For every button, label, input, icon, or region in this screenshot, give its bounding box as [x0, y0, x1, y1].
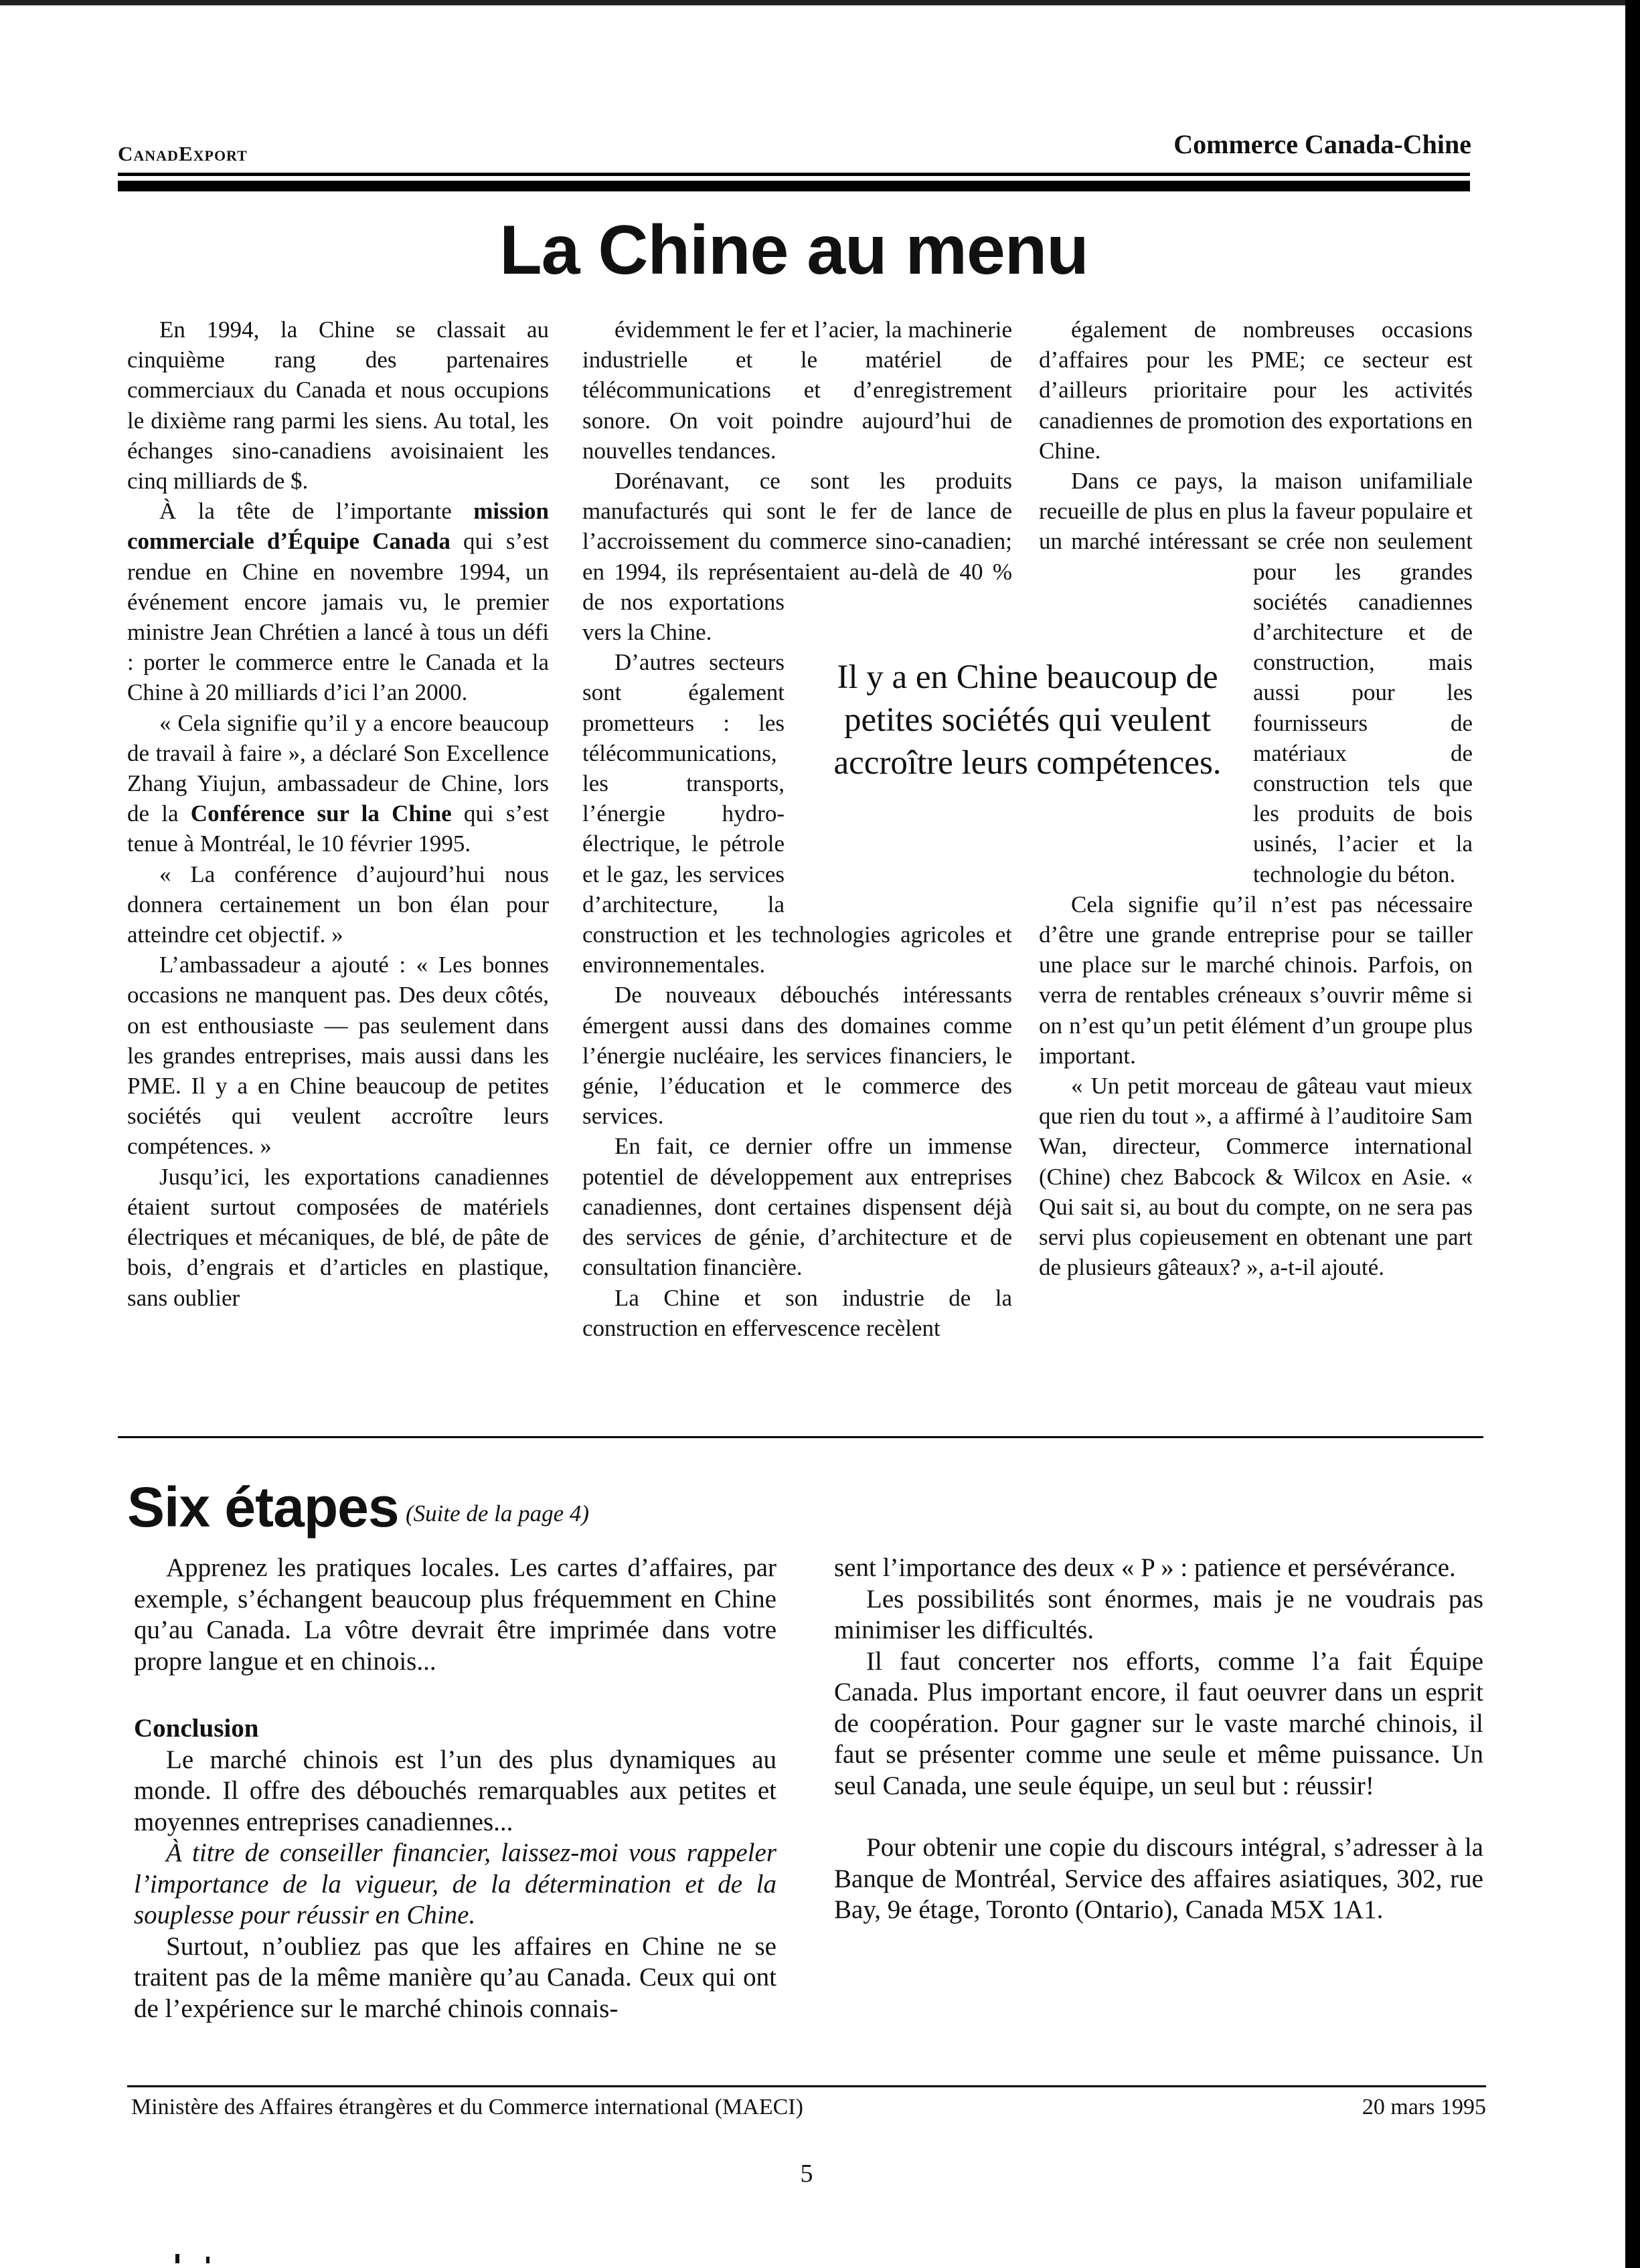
article-headline: La Chine au menu [499, 211, 1088, 289]
paragraph: D’autres secteurs sont également prometteurs : les télécommunications, les transports, l’énergie hydro-électrique, le pétrole et le gaz, les services d’architecture, la construction et les technologies agricoles et environnementales. [582, 649, 1012, 978]
paragraph: Surtout, n’oubliez pas que les affaires en Chine ne se traitent pas de la même manière qu’au Canada. Ceux qui ont de l’expérience sur le marché chinois connais- [134, 1931, 776, 2023]
paragraph: Dans ce pays, la maison unifamiliale recueille de plus en plus la faveur populaire et un marché intéressant se crée non seulement pour les grandes sociétés canadiennes d’architecture et de construction, mais aussi pour les fournisseurs de matériaux de construction tels que les produits de bois usinés, l’acier et la technologie du béton. [1039, 468, 1473, 887]
paragraph: De nouveaux débouchés intéressants émergent aussi dans des domaines comme l’énergie nucléaire, les services financiers, le génie, l’éducation et le commerce des services. [582, 982, 1012, 1130]
bold-phrase: mission commerciale d’Équipe Canada [127, 498, 549, 555]
header-rule-thick [118, 181, 1470, 191]
paragraph: Les possibilités sont énormes, mais je ne voudrais pas minimiser les difficultés. [834, 1584, 1483, 1644]
six-steps-column-1 [134, 1553, 776, 2024]
paragraph: également de nombreuses occasions d’affaires pour les PME; ce secteur est d’ailleurs prioritaire pour les activités canadiennes de promotion des exportations en Chine. [1039, 317, 1473, 464]
paragraph: évidemment le fer et l’acier, la machinerie industrielle et le matériel de télécommunications et d’enregistrement sonore. On voit poindre aujourd’hui de nouvelles tendances. [582, 317, 1012, 464]
paragraph: Jusqu’ici, les exportations canadiennes étaient surtout composées de matériels électriques et mécaniques, de blé, de pâte de bois, d’engrais et d’articles en plastique, sans oublier [127, 1163, 549, 1311]
footer-rule [127, 2085, 1486, 2087]
paragraph: « Un petit morceau de gâteau vaut mieux que rien du tout », a affirmé à l’auditoire Sam Wan, directeur, Commerce international (Chine) chez Babcock & Wilcox en Asie. « Qui sait si, au bout du compte, on ne sera pas servi plus copieusement en obtenant une part de plusieurs gâteaux? », a-t-il ajouté. [1039, 1073, 1473, 1281]
article-column-1 [127, 315, 549, 1313]
italic-paragraph: À titre de conseiller financier, laissez-moi vous rappeler l’importance de la vigueur, de la détermination et de la souplesse pour réussir en Chine. [134, 1838, 776, 1929]
paragraph: Apprenez les pratiques locales. Les cartes d’affaires, par exemple, s’échangent beaucoup plus fréquemment en Chine qu’au Canada. La vôtre devrait être imprimée dans votre propre langue et en chinois... [134, 1553, 776, 1676]
section-title: Commerce Canada-Chine [1173, 129, 1471, 159]
article-column-3 [1039, 315, 1473, 1283]
footer-date: 20 mars 1995 [1362, 2095, 1486, 2119]
paragraph: Dorénavant, ce sont les produits manufacturés qui sont le fer de lance de l’accroissement du commerce sino-canadien; en 1994, ils représentaient au-delà de 40 % de nos exportations vers la Chine. [582, 468, 1012, 646]
scan-speck [175, 2254, 179, 2263]
scan-edge-right [1625, 0, 1640, 2268]
section-heading: Six étapes [127, 1476, 399, 1539]
paragraph: « La conférence d’aujourd’hui nous donnera certainement un bon élan pour atteindre cet objectif. » [127, 861, 549, 948]
paragraph: En fait, ce dernier offre un immense potentiel de développement aux entreprises canadiennes, dont certaines dispensent déjà des services de génie, d’architecture et de consultation financière. [582, 1133, 1012, 1281]
paragraph: En 1994, la Chine se classait au cinquième rang des partenaires commerciaux du Canada et nous occupions le dixième rang parmi les siens. Au total, les échanges sino-canadiens avoisinaient les cinq milliards de $. [127, 317, 549, 495]
contact-paragraph: Pour obtenir une copie du discours intégral, s’adresser à la Banque de Montréal, Service des affaires asiatiques, 302, rue Bay, 9e étage, Toronto (Ontario), Canada M5X 1A1. [834, 1833, 1483, 1924]
paragraph: La Chine et son industrie de la construction en effervescence recèlent [582, 1284, 1012, 1341]
scan-edge-top [0, 0, 1640, 5]
bold-phrase: Conférence sur la Chine [190, 800, 452, 827]
scan-speck [206, 2257, 210, 2263]
paragraph: L’ambassadeur a ajouté : « Les bonnes occasions ne manquent pas. Des deux côtés, on est enthousiaste — pas seulement dans les grandes entreprises, mais aussi dans les PME. Il y a en Chine beaucoup de petites sociétés qui veulent accroître leurs compétences. » [127, 952, 549, 1160]
publication-name: CanadExport [118, 142, 248, 165]
paragraph: « Cela signifie qu’il y a encore beaucoup de travail à faire », a déclaré Son Excellence Zhang Yiujun, ambassadeur de Chine, lors de la Conférence sur la Chine qui s’est tenue à Montréal, le 10 février 1995. [127, 709, 549, 857]
paragraph: Cela signifie qu’il n’est pas nécessaire d’être une grande entreprise pour se tailler une place sur le marché chinois. Parfois, on verra de rentables créneaux s’ouvrir même si on n’est qu’un petit élément d’un groupe plus important. [1039, 891, 1473, 1069]
header-rule-thin [118, 173, 1470, 176]
section-divider [118, 1436, 1483, 1438]
six-steps-column-2 [834, 1553, 1483, 1926]
continued-note: (Suite de la page 4) [406, 1500, 590, 1526]
paragraph: Il faut concerter nos efforts, comme l’a fait Équipe Canada. Plus important encore, il faut oeuvrer dans un esprit de coopération. Pour gagner sur le vaste marché chinois, il faut se présenter comme une seule et même puissance. Un seul Canada, une seule équipe, un seul but : réussir! [834, 1646, 1483, 1800]
footer-ministry: Ministère des Affaires étrangères et du Commerce international (MAECI) [131, 2095, 803, 2119]
paragraph: Le marché chinois est l’un des plus dynamiques au monde. Il offre des débouchés remarquables aux petites et moyennes entreprises canadiennes... [134, 1745, 776, 1836]
page-number: 5 [800, 2160, 813, 2188]
paragraph: À la tête de l’importante mission commerciale d’Équipe Canada qui s’est rendue en Chine en novembre 1994, un événement encore jamais vu, le premier ministre Jean Chrétien a lancé à tous un défi : porter le commerce entre le Canada et la Chine à 20 milliards d’ici l’an 2000. [127, 498, 549, 706]
conclusion-heading: Conclusion [134, 1714, 259, 1743]
paragraph: sent l’importance des deux « P » : patience et persévérance. [834, 1553, 1456, 1582]
pullquote: Il y a en Chine beaucoup de petites sociétés qui veulent accroître leurs compétences. [833, 659, 1222, 782]
article-column-2 [582, 315, 1012, 1343]
